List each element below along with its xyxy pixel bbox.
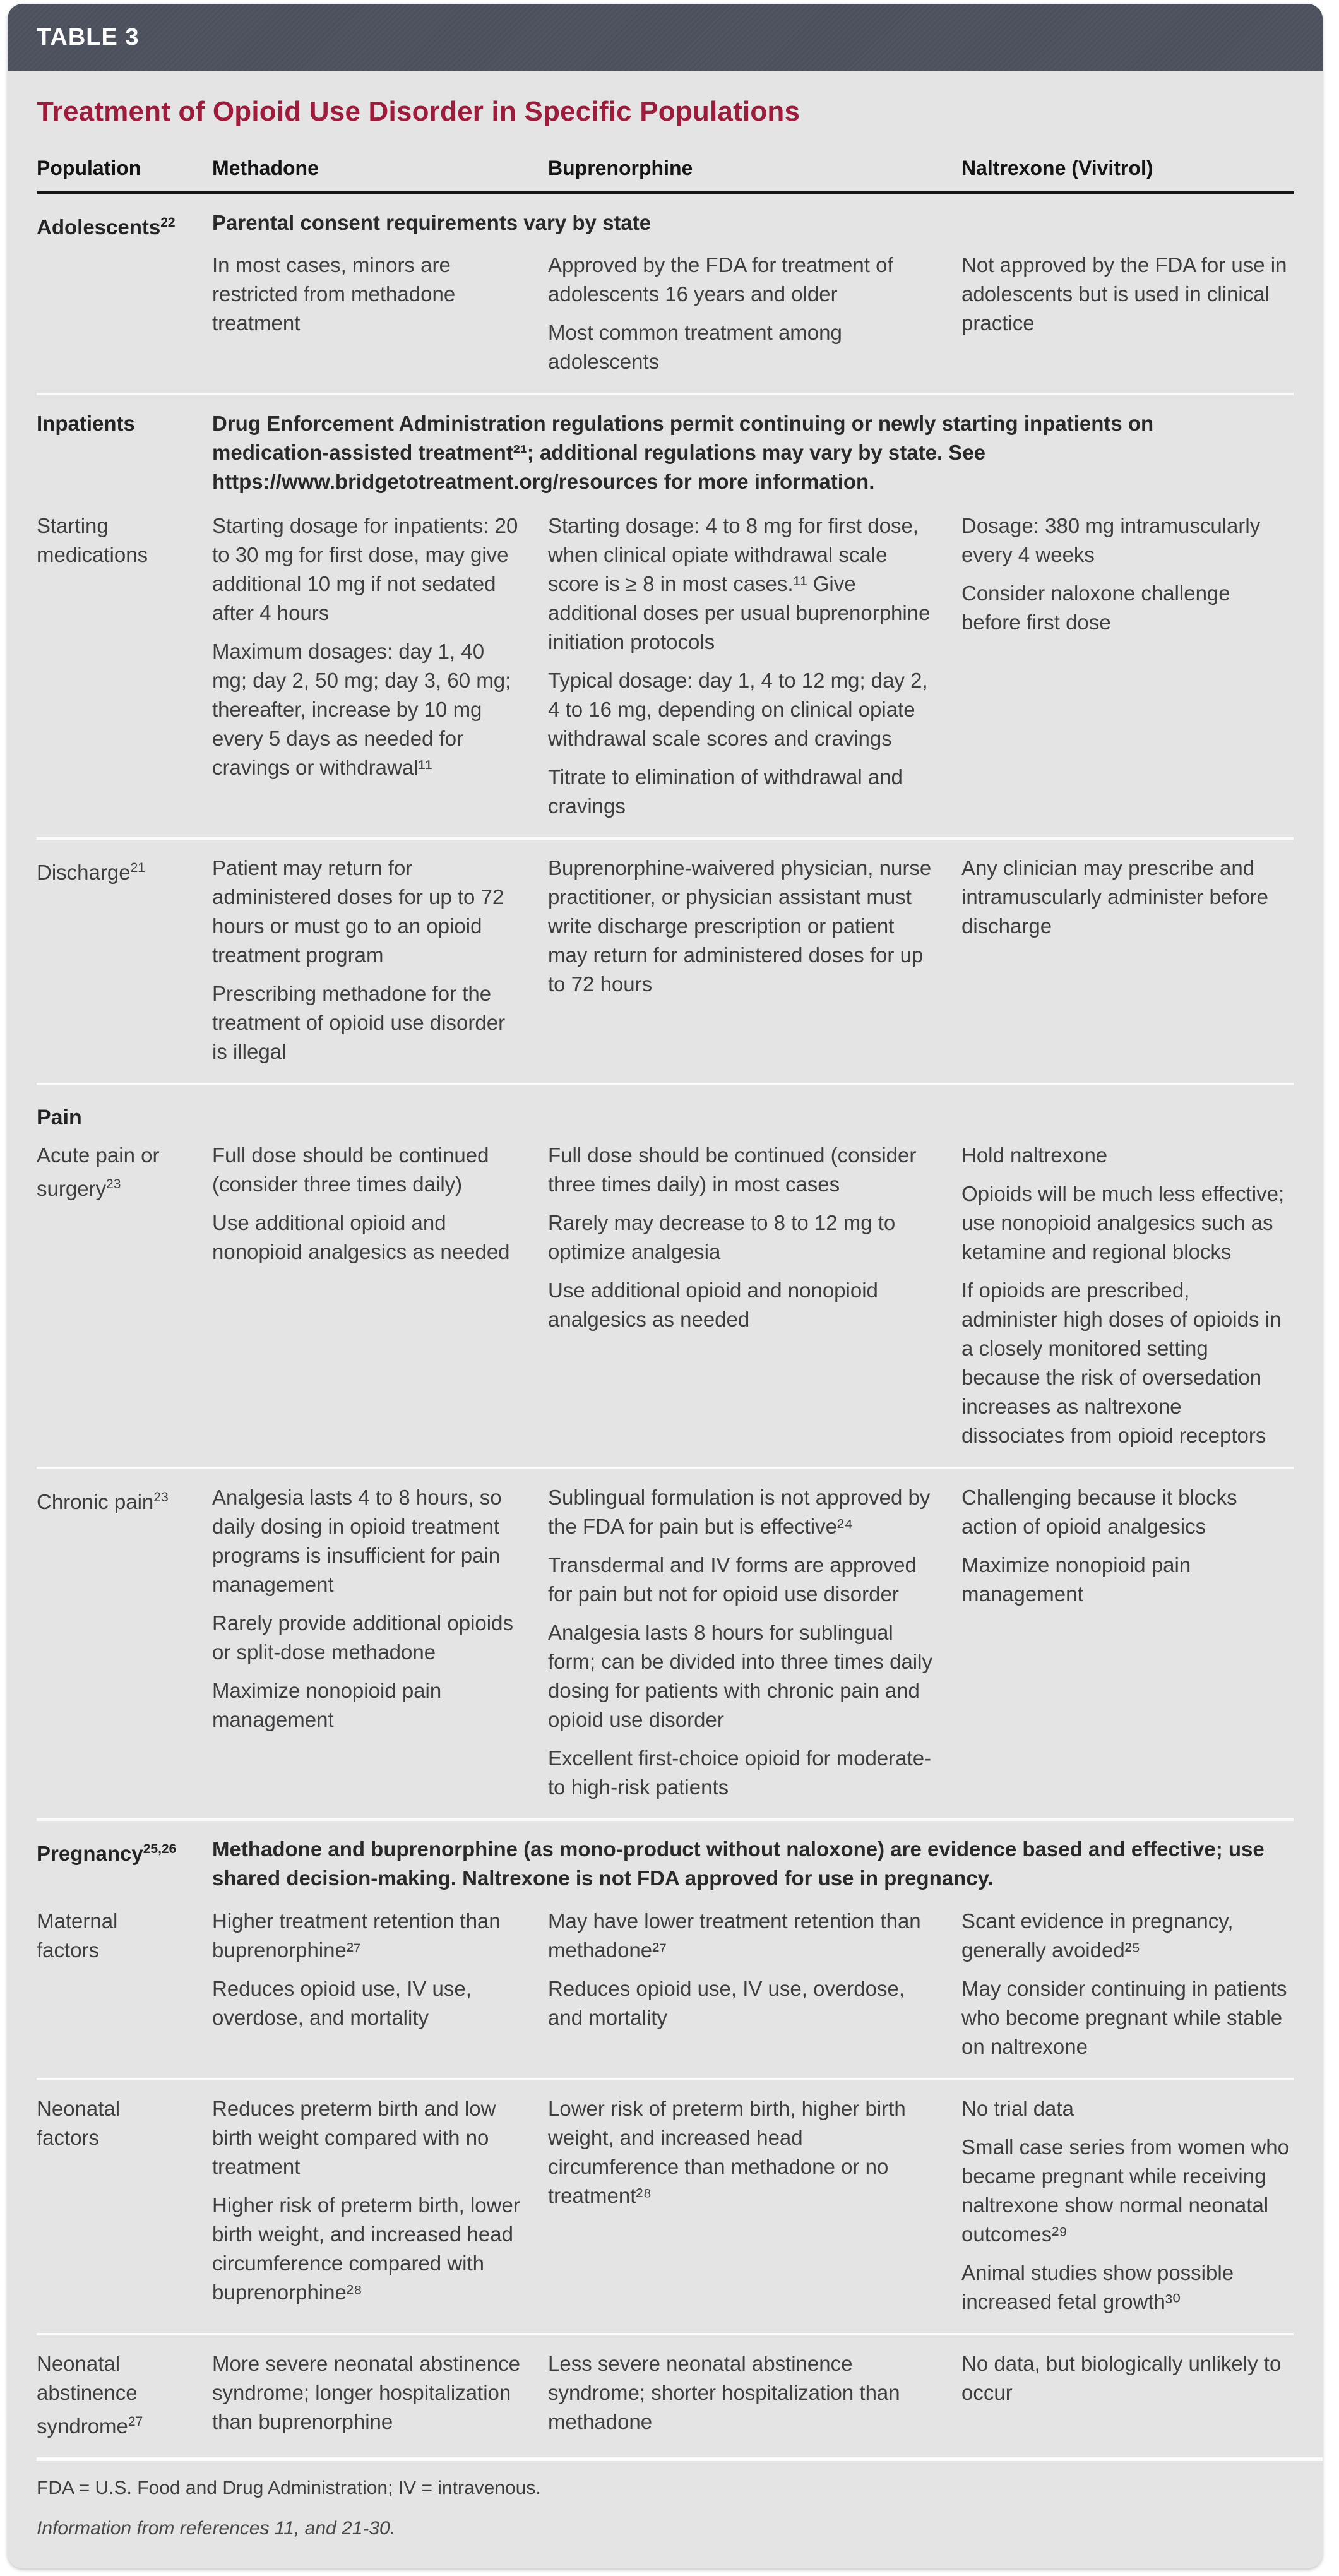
naltrexone-cell [961, 511, 1294, 637]
population-label: Chronic pain$^{23}$ [37, 1490, 169, 1513]
buprenorphine-cell [548, 2094, 961, 2210]
column-header-row [8, 157, 1323, 180]
cell-paragraph: Small case series from women who became pregnant while receiving naltrexone show normal neonatal outcomes²⁹ [961, 2135, 1290, 2246]
cell-paragraph: Less severe neonatal abstinence syndrome; shorter hospitalization than methadone [548, 2352, 900, 2433]
reference-superscript: 23 [153, 1490, 169, 1505]
column-header-population: Population [37, 157, 141, 179]
cell-paragraph: Titrate to elimination of withdrawal and cravings [548, 765, 903, 818]
cell-paragraph: Animal studies show possible increased fetal growth³⁰ [961, 2261, 1234, 2313]
reference-superscript: 21 [130, 861, 145, 875]
cell-paragraph: Hold naltrexone [961, 1143, 1108, 1167]
methadone-cell [212, 854, 548, 1066]
reference-superscript: 23 [106, 1177, 121, 1191]
cell-paragraph: No trial data [961, 2097, 1074, 2120]
reference-superscript: 25,26 [143, 1842, 177, 1856]
cell-paragraph: Use additional opioid and nonopioid analgesics as needed [212, 1211, 510, 1263]
section-neonatal-factors [8, 2080, 1323, 2333]
table-row [8, 208, 1323, 242]
table-row [8, 409, 1323, 496]
cell-paragraph: May consider continuing in patients who become pregnant while stable on naltrexone [961, 1977, 1287, 2058]
cell-paragraph: Excellent first-choice opioid for moderate- to high-risk patients [548, 1746, 932, 1799]
cell-paragraph: Challenging because it blocks action of opioid analgesics [961, 1486, 1237, 1538]
cell-paragraph: Starting dosage: 4 to 8 mg for first dose, when clinical opiate withdrawal scale score is ≥ 8 in most cases.¹¹ Give additional doses per usual buprenorphine initiation protocols [548, 514, 931, 653]
cell-paragraph: Consider naloxone challenge before first dose [961, 581, 1230, 634]
section-neonatal-abstinence [8, 2335, 1323, 2457]
section-inpatients [8, 395, 1323, 837]
cell-paragraph: Approved by the FDA for treatment of adolescents 16 years and older [548, 253, 893, 306]
cell-paragraph: Not approved by the FDA for use in adolescents but is used in clinical practice [961, 253, 1287, 335]
section-chronic-pain [8, 1469, 1323, 1818]
column-header-methadone: Methadone [212, 157, 319, 179]
methadone-cell [212, 251, 548, 338]
cell-paragraph: Maximize nonopioid pain management [961, 1553, 1191, 1606]
population-label: Neonatal abstinence syndrome$^{27}$ [37, 2352, 143, 2438]
cell-paragraph: Most common treatment among adolescents [548, 321, 842, 373]
cell-paragraph: May have lower treatment retention than methadone²⁷ [548, 1909, 921, 1962]
cell-paragraph: Any clinician may prescribe and intramuscularly administer before discharge [961, 856, 1269, 938]
table-row [8, 251, 1323, 376]
cell-paragraph: Scant evidence in pregnancy, generally avoided²⁵ [961, 1909, 1234, 1962]
methadone-cell [212, 2349, 548, 2436]
table-card [8, 4, 1323, 2568]
table-row [8, 854, 1323, 1066]
cell-paragraph: Higher risk of preterm birth, lower birth weight, and increased head circumference compared with buprenorphine²⁸ [212, 2193, 520, 2304]
cell-paragraph: Full dose should be continued (consider three times daily) in most cases [548, 1143, 917, 1196]
table-row [8, 511, 1323, 821]
cell-paragraph: Transdermal and IV forms are approved for pain but not for opioid use disorder [548, 1553, 917, 1606]
table-number-bar [8, 4, 1323, 71]
methadone-cell [212, 1141, 548, 1267]
cell-paragraph: Rarely provide additional opioids or split-dose methadone [212, 1611, 513, 1664]
cell-paragraph: Higher treatment retention than buprenorphine²⁷ [212, 1909, 501, 1962]
column-header-buprenorphine: Buprenorphine [548, 157, 693, 179]
table-number: TABLE 3 [37, 23, 140, 51]
source-note: Information from references 11, and 21-30. [37, 2518, 396, 2539]
population-label: Discharge$^{21}$ [37, 861, 145, 884]
cell-paragraph: Analgesia lasts 4 to 8 hours, so daily dosing in opioid treatment programs is insufficient for pain management [212, 1486, 502, 1596]
population-label: Pain [37, 1106, 82, 1130]
population-label: Starting medications [37, 514, 148, 566]
spanning-note: Parental consent requirements vary by state [212, 211, 652, 234]
cell-paragraph: If opioids are prescribed, administer high doses of opioids in a closely monitored setting because the risk of oversedation increases as naltrexone dissociates from opioid receptors [961, 1279, 1282, 1447]
cell-paragraph: More severe neonatal abstinence syndrome; longer hospitalization than buprenorphine [212, 2352, 520, 2433]
cell-paragraph: Typical dosage: day 1, 4 to 12 mg; day 2, 4 to 16 mg, depending on clinical opiate withdrawal scale scores and cravings [548, 669, 928, 750]
spanning-note: Drug Enforcement Administration regulations permit continuing or newly starting inpatients on medication-assisted treatment²¹; additional regulations may vary by state. See https://www.bridgetotreatment.org/resources for more information. [212, 412, 1154, 493]
buprenorphine-cell [548, 854, 961, 999]
naltrexone-cell [961, 854, 1294, 941]
cell-paragraph: Use additional opioid and nonopioid analgesics as needed [548, 1279, 878, 1331]
abbreviation-note: FDA = U.S. Food and Drug Administration; IV = intravenous. [37, 2478, 541, 2498]
population-label: Neonatal factors [37, 2097, 121, 2149]
table-footnotes [8, 2461, 1323, 2568]
column-header-naltrexone: Naltrexone (Vivitrol) [961, 157, 1153, 179]
buprenorphine-cell [548, 1483, 961, 1802]
cell-paragraph: Maximize nonopioid pain management [212, 1679, 442, 1731]
buprenorphine-cell [548, 251, 961, 376]
population-label: Maternal factors [37, 1909, 118, 1962]
reference-superscript: 27 [128, 2414, 143, 2429]
cell-paragraph: Dosage: 380 mg intramuscularly every 4 weeks [961, 514, 1261, 566]
naltrexone-cell [961, 2349, 1294, 2407]
naltrexone-cell [961, 2094, 1294, 2317]
naltrexone-cell [961, 1907, 1294, 2061]
reference-superscript: 22 [160, 215, 176, 230]
population-label: Inpatients [37, 412, 135, 435]
table-row [8, 2094, 1323, 2317]
table-row [8, 2349, 1323, 2441]
buprenorphine-cell [548, 1141, 961, 1334]
methadone-cell [212, 2094, 548, 2307]
methadone-cell [212, 1483, 548, 1734]
table-row [8, 1141, 1323, 1450]
spanning-note: Methadone and buprenorphine (as mono-product without naloxone) are evidence based and effective; use shared decision-making. Naltrexone is not FDA approved for use in pregnancy. [212, 1837, 1265, 1890]
cell-paragraph: Starting dosage for inpatients: 20 to 30 mg for first dose, may give additional 10 mg if not sedated after 4 hours [212, 514, 518, 624]
cell-paragraph: Maximum dosages: day 1, 40 mg; day 2, 50 mg; day 3, 60 mg; thereafter, increase by 10 mg every 5 days as needed for cravings or withdrawal¹¹ [212, 640, 511, 779]
population-label: Adolescents$^{22}$ [37, 215, 176, 239]
naltrexone-cell [961, 251, 1294, 338]
population-label: Acute pain or surgery$^{23}$ [37, 1143, 160, 1200]
naltrexone-cell [961, 1483, 1294, 1609]
cell-paragraph: In most cases, minors are restricted from methadone treatment [212, 253, 456, 335]
cell-paragraph: Analgesia lasts 8 hours for sublingual form; can be divided into three times daily dosing for patients with chronic pain and opioid use disorder [548, 1621, 932, 1731]
naltrexone-cell [961, 1141, 1294, 1450]
cell-paragraph: Reduces opioid use, IV use, overdose, and mortality [548, 1977, 905, 2029]
table-title: Treatment of Opioid Use Disorder in Specific Populations [37, 96, 800, 127]
section-adolescents [8, 194, 1323, 393]
table-row [8, 1907, 1323, 2061]
cell-paragraph: Opioids will be much less effective; use nonopioid analgesics such as ketamine and regional blocks [961, 1182, 1285, 1263]
population-label: Pregnancy$^{25,26}$ [37, 1842, 177, 1865]
cell-paragraph: Rarely may decrease to 8 to 12 mg to optimize analgesia [548, 1211, 896, 1263]
cell-paragraph: No data, but biologically unlikely to occur [961, 2352, 1282, 2404]
cell-paragraph: Sublingual formulation is not approved by the FDA for pain but is effective²⁴ [548, 1486, 931, 1538]
buprenorphine-cell [548, 511, 961, 821]
buprenorphine-cell [548, 1907, 961, 2032]
cell-paragraph: Lower risk of preterm birth, higher birth weight, and increased head circumference than methadone or no treatment²⁸ [548, 2097, 906, 2207]
cell-paragraph: Patient may return for administered doses for up to 72 hours or must go to an opioid treatment program [212, 856, 504, 967]
methadone-cell [212, 1907, 548, 2032]
cell-paragraph: Reduces opioid use, IV use, overdose, and mortality [212, 1977, 472, 2029]
cell-paragraph: Full dose should be continued (consider three times daily) [212, 1143, 489, 1196]
table-row [8, 1835, 1323, 1893]
section-pain [8, 1085, 1323, 1467]
section-pregnancy [8, 1821, 1323, 2078]
cell-paragraph: Buprenorphine-waivered physician, nurse practitioner, or physician assistant must write discharge prescription or patient may return for administered doses for up to 72 hours [548, 856, 932, 996]
section-discharge [8, 840, 1323, 1083]
methadone-cell [212, 511, 548, 782]
buprenorphine-cell [548, 2349, 961, 2436]
cell-paragraph: Reduces preterm birth and low birth weight compared with no treatment [212, 2097, 496, 2178]
cell-paragraph: Prescribing methadone for the treatment of opioid use disorder is illegal [212, 982, 506, 1063]
table-row [8, 1483, 1323, 1802]
